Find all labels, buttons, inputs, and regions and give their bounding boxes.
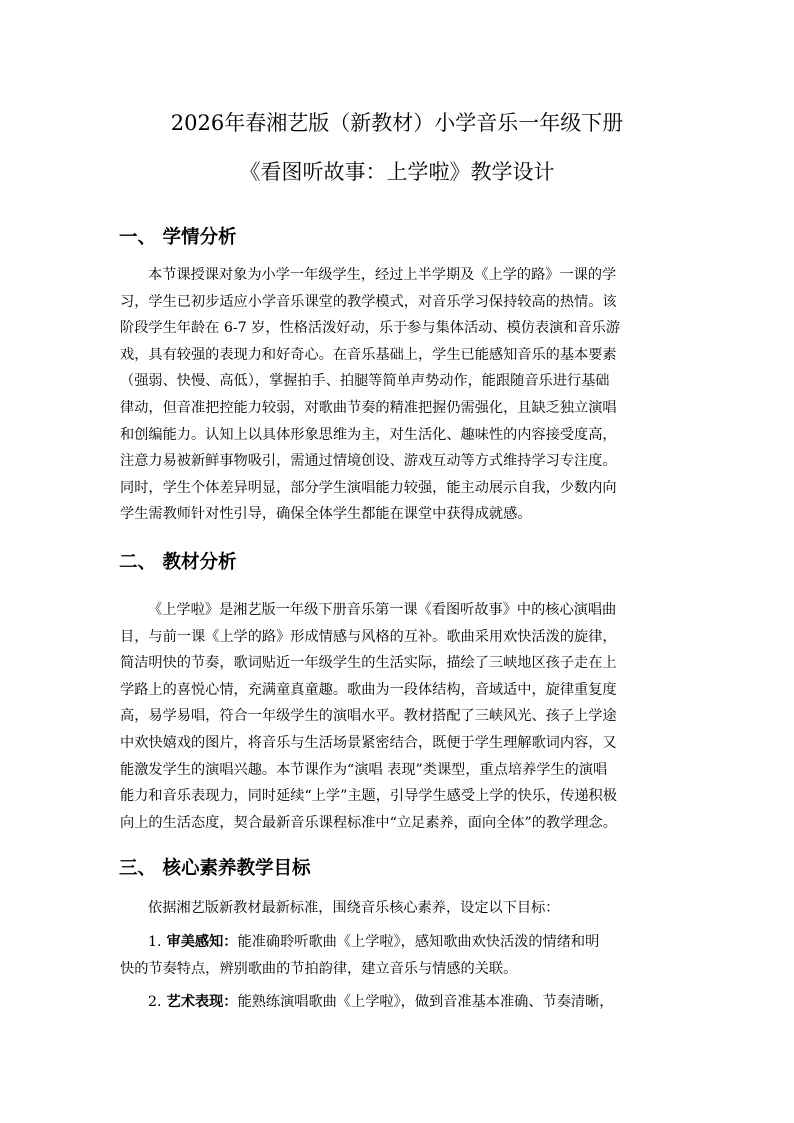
document-title-line-1: 2026年春湘艺版（新教材）小学音乐一年级下册	[170, 111, 624, 135]
paragraph-line: 阶段学生年龄在 6-7 岁，性格活泼好动，乐于参与集体活动、模仿表演和音乐游	[120, 320, 621, 337]
paragraph-line: 戏，具有较强的表现力和好奇心。在音乐基础上，学生已能感知音乐的基本要素	[120, 346, 617, 363]
section-paragraph-teaching-goals	[120, 895, 676, 922]
goal-line	[120, 929, 676, 956]
paragraph-line: 习，学生已初步适应小学音乐课堂的教学模式，对音乐学习保持较高的热情。该	[120, 293, 617, 310]
goal-number: 2.	[148, 994, 162, 1010]
paragraph-line: 能力和音乐表现力，同时延续“上学”主题，引导学生感受上学的快乐，传递积极	[120, 788, 617, 805]
paragraph-line: 向上的生活态度，契合最新音乐课程标准中“立足素养，面向全体”的教学理念。	[120, 814, 617, 831]
paragraph-line: 和创编能力。认知上以具体形象思维为主，对生活化、趣味性的内容接受度高，	[120, 426, 617, 443]
goal-line	[120, 989, 676, 1016]
paragraph-line: 高，易学易唱，符合一年级学生的演唱水平。教材搭配了三峡风光、孩子上学途	[120, 708, 617, 725]
goal-text: 能准确聆听歌曲《上学啦》，感知歌曲欢快活泼的情绪和明	[237, 934, 600, 950]
goal-number: 1.	[148, 934, 162, 950]
paragraph-line: 同时，学生个体差异明显，部分学生演唱能力较强，能主动展示自我，少数内向	[120, 479, 617, 496]
goal-item-artistic-expression	[120, 989, 676, 1016]
paragraph-line: （强弱、快慢、高低），掌握拍手、拍腿等简单声势动作，能跟随音乐进行基础	[120, 373, 610, 390]
goal-text: 能熟练演唱歌曲《上学啦》，做到音准基本准确、节奏清晰，	[237, 994, 614, 1010]
paragraph-line: 中欢快嬉戏的图片，将音乐与生活场景紧密结合，既便于学生理解歌词内容，又	[120, 734, 617, 751]
paragraph-line: 简洁明快的节奏，歌词贴近一年级学生的生活实际，描绘了三峡地区孩子走在上	[120, 655, 617, 672]
paragraph-line: 注意力易被新鲜事物吸引，需通过情境创设、游戏互动等方式维持学习专注度。	[120, 453, 617, 470]
paragraph-line: 依据湘艺版新教材最新标准，围绕音乐核心素养，设定以下目标：	[148, 900, 560, 916]
paragraph-line: 目，与前一课《上学的路》形成情感与风格的互补。歌曲采用欢快活泼的旋律，	[120, 628, 617, 645]
section-paragraph-textbook-analysis	[120, 597, 676, 836]
goal-label: 审美感知：	[166, 934, 238, 950]
section-paragraph-student-analysis	[120, 262, 676, 528]
document-title-line-2: 《看图听故事：上学啦》教学设计	[239, 160, 555, 184]
paragraph-line: 学生需教师针对性引导，确保全体学生都能在课堂中获得成就感。	[120, 506, 532, 523]
section-heading-teaching-goals: 三、 核心素养教学目标	[119, 858, 311, 879]
paragraph-line: 能激发学生的演唱兴趣。本节课作为“演唱 表现”类课型，重点培养学生的演唱	[120, 761, 608, 778]
goal-line: 快的节奏特点，辨别歌曲的节拍韵律，建立音乐与情感的关联。	[120, 960, 518, 977]
paragraph-line: 律动，但音准把控能力较弱，对歌曲节奏的精准把握仍需强化，且缺乏独立演唱	[120, 399, 617, 416]
paragraph-line: 本节课授课对象为小学一年级学生，经过上半学期及《上学的路》一课的学	[148, 267, 617, 283]
section-heading-textbook-analysis: 二、 教材分析	[119, 552, 237, 573]
paragraph-line: 《上学啦》是湘艺版一年级下册音乐第一课《看图听故事》中的核心演唱曲	[148, 602, 617, 618]
section-heading-student-analysis: 一、 学情分析	[119, 227, 237, 248]
goal-item-aesthetic-perception	[120, 929, 676, 982]
goal-label: 艺术表现：	[166, 994, 238, 1010]
paragraph-line: 学路上的喜悦心情，充满童真童趣。歌曲为一段体结构，音域适中，旋律重复度	[120, 681, 617, 698]
